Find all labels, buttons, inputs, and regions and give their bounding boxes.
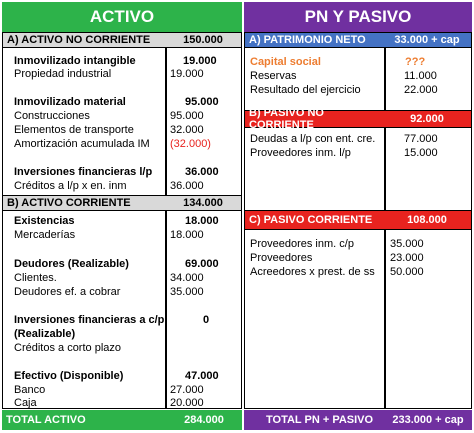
anc-total: 150.000 [183, 34, 223, 46]
material-total: 95.000 [185, 96, 219, 108]
creditos-lp-value: 36.000 [170, 180, 204, 192]
deudores-ef-label: Deudores ef. a cobrar [14, 286, 121, 298]
activo-divider [165, 32, 167, 409]
reservas-label: Reservas [250, 70, 297, 82]
mercaderias-label: Mercaderías [14, 229, 76, 241]
inversiones-cp-label: Inversiones financieras a c/p [14, 314, 165, 326]
banco-label: Banco [14, 384, 46, 396]
patrimonio-neto-bar [244, 32, 472, 48]
propiedad-value: 19.000 [170, 68, 204, 80]
existencias-total: 18.000 [185, 215, 219, 227]
clientes-label: Clientes. [14, 272, 57, 284]
efectivo-label: Efectivo (Disponible) [14, 370, 124, 382]
construcciones-value: 95.000 [170, 110, 204, 122]
proveedores-value: 23.000 [390, 252, 424, 264]
deudores-label: Deudores (Realizable) [14, 258, 129, 270]
capital-value: ??? [405, 56, 426, 68]
elementos-value: 32.000 [170, 124, 204, 136]
existencias-label: Existencias [14, 215, 75, 227]
inversiones-cp-label-2: (Realizable) [14, 328, 76, 340]
material-label: Inmovilizado material [14, 96, 126, 108]
pasivo-corriente-bar [244, 210, 472, 230]
clientes-value: 34.000 [170, 272, 204, 284]
caja-label: Caja [14, 397, 37, 409]
pasivo-header: PN Y PASIVO [244, 2, 472, 32]
ac-label: B) ACTIVO CORRIENTE [7, 197, 131, 209]
deudores-total: 69.000 [185, 258, 219, 270]
proveedores-lp-label: Proveedores inm. l/p [250, 147, 351, 159]
inversiones-cp-total: 0 [203, 314, 210, 326]
banco-value: 27.000 [170, 384, 204, 396]
resultado-label: Resultado del ejercicio [250, 84, 361, 96]
creditos-cp-label: Créditos a corto plazo [14, 342, 121, 354]
construcciones-label: Construcciones [14, 110, 90, 122]
total-activo-label: TOTAL ACTIVO [6, 414, 86, 426]
total-pasivo-label: TOTAL PN + PASIVO [266, 414, 374, 426]
intangible-total: 19.000 [183, 55, 217, 67]
elementos-label: Elementos de transporte [14, 124, 134, 136]
reservas-value: 11.000 [404, 70, 437, 82]
total-pasivo-bar [244, 410, 472, 430]
mercaderias-value: 18.000 [170, 229, 204, 241]
pc-total: 108.000 [407, 214, 447, 226]
total-pasivo-value: 233.000 + cap [392, 414, 464, 426]
proveedores-cp-value: 35.000 [390, 238, 424, 250]
acreedores-value: 50.000 [390, 266, 424, 278]
proveedores-lp-value: 15.000 [404, 147, 438, 159]
inversiones-lp-total: 36.000 [185, 166, 219, 178]
pn-label: A) PATRIMONIO NETO [249, 34, 366, 46]
proveedores-cp-label: Proveedores inm. c/p [250, 238, 354, 250]
pnc-label: B) PASIVO NO CORRIENTE [249, 107, 324, 131]
total-activo-bar [2, 410, 242, 430]
pn-total: 33.000 + cap [394, 34, 460, 46]
activo-no-corriente-bar [2, 32, 242, 48]
deudas-lp-value: 77.000 [404, 133, 438, 145]
propiedad-label: Propiedad industrial [14, 68, 112, 80]
capital-label: Capital social [250, 56, 321, 68]
creditos-lp-label: Créditos a l/p x en. inm [14, 180, 127, 192]
anc-label: A) ACTIVO NO CORRIENTE [7, 34, 151, 46]
pc-label: C) PASIVO CORRIENTE [249, 214, 373, 226]
efectivo-total: 47.000 [185, 370, 219, 382]
total-activo-value: 284.000 [184, 414, 224, 426]
ac-total: 134.000 [183, 197, 223, 209]
deudas-lp-label: Deudas a l/p con ent. cre. [250, 133, 376, 145]
activo-header: ACTIVO [2, 2, 242, 32]
pasivo-no-corriente-bar [244, 107, 472, 131]
acreedores-label: Acreedores x prest. de ss [250, 266, 375, 278]
amortizacion-value: (32.000) [170, 138, 211, 150]
deudores-ef-value: 35.000 [170, 286, 204, 298]
proveedores-label: Proveedores [250, 252, 313, 264]
amortizacion-label: Amortización acumulada IM [14, 138, 150, 150]
intangible-label: Inmovilizado intangible [14, 55, 136, 67]
resultado-value: 22.000 [404, 84, 438, 96]
caja-value: 20.000 [170, 397, 204, 409]
pnc-total: 92.000 [410, 113, 444, 125]
inversiones-lp-label: Inversiones financieras l/p [14, 166, 153, 178]
activo-corriente-bar [2, 195, 242, 211]
